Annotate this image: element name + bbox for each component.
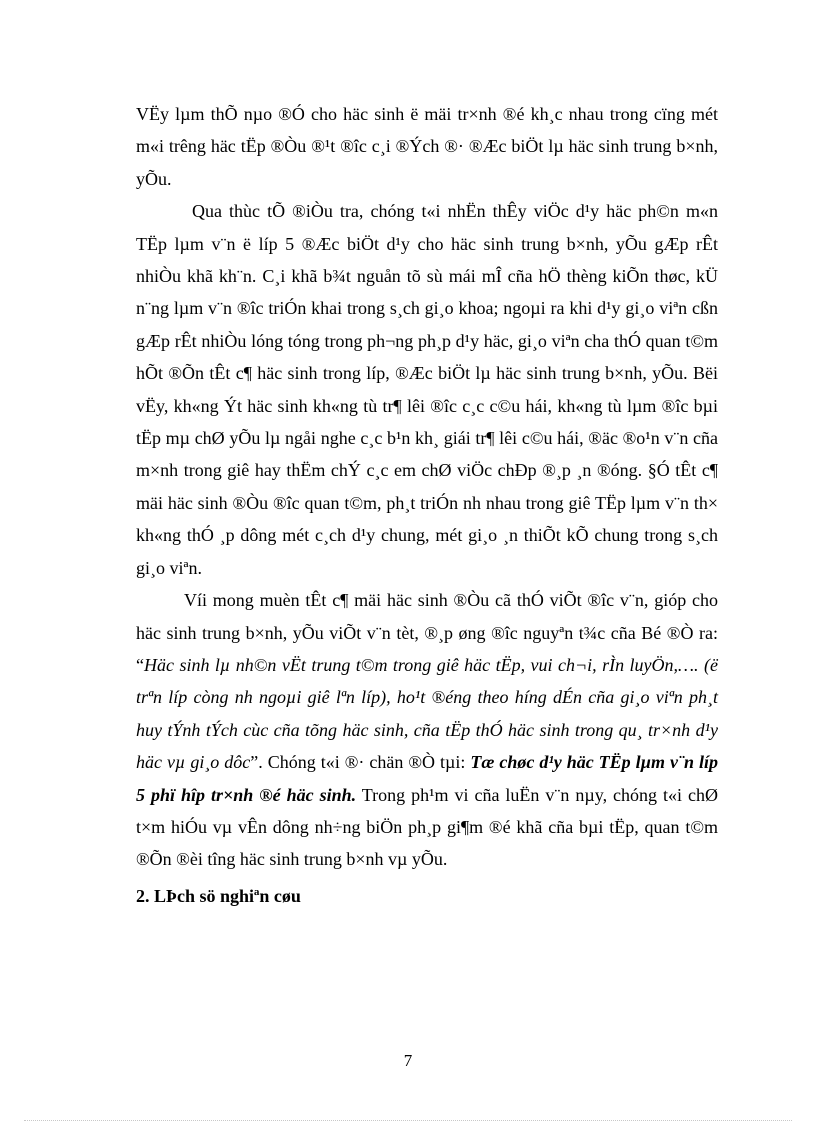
paragraph-3 <box>136 584 718 876</box>
paragraph-3-intro: Víi mong muèn tÊt c¶ mäi häc sinh ®Òu cã thÓ viÕt ®îc v¨n, gióp cho häc sinh trung b×nh, yÕu viÕt v¨n tèt, ®¸p øng ®îc nguyªn t¾c cña Bé ®Ò ra: “ <box>136 590 718 675</box>
quoted-principle: Häc sinh lµ nh©n vËt trung t©m trong giê häc tËp, vui ch¬i, rÌn luyÖn,…. (ë trªn líp còng nh ngoµi giê lªn líp), ho¹t ®éng theo híng dÉn cña gi¸o viªn ph¸t huy tÝnh tÝch cùc cña tõng häc sinh, cña tËp thÓ häc sinh trong qu¸ tr×nh d¹y häc vµ gi¸o dôc <box>136 654 718 773</box>
section-heading: 2. LÞch sö nghiªn cøu <box>136 885 301 906</box>
paragraph-1: VËy lµm thÕ nµo ®Ó cho häc sinh ë mäi tr×nh ®é kh¸c nhau trong cïng mét m«i trêng häc tËp ®Òu ®¹t ®îc c¸i ®Ých ®· ®Æc biÖt lµ häc sinh trung b×nh, yÕu. <box>136 104 718 189</box>
page-bottom-border <box>24 1120 792 1121</box>
paragraph-3-transition: ”. Chóng t«i ®· chän ®Ò tµi: <box>250 752 471 773</box>
thesis-title: Tæ chøc d¹y häc TËp lµm v¨n líp 5 phï hîp tr×nh ®é häc sinh. <box>136 752 718 805</box>
paragraph-3-scope: Trong ph¹m vi cña luËn v¨n nµy, chóng t«i chØ t×m hiÓu vµ vÊn dông nh÷ng biÖn ph¸p gi¶m ®é khã cña bµi tËp, quan t©m ®Õn ®èi tîng häc sinh trung b×nh vµ yÕu. <box>136 784 718 870</box>
page-number: 7 <box>403 1051 413 1070</box>
document-body <box>136 98 718 912</box>
paragraph-2: Qua thùc tÕ ®iÒu tra, chóng t«i nhËn thÊy viÖc d¹y häc ph©n m«n TËp lµm v¨n ë líp 5 ®Æc biÖt d¹y cho häc sinh trung b×nh, yÕu gÆp rÊt nhiÒu khã kh¨n. C¸i khã b¾t nguån tõ sù mái mÎ cña hÖ thèng kiÕn thøc, kÜ n¨ng lµm v¨n ®îc triÓn khai trong s¸ch gi¸o khoa; ngoµi ra khi d¹y gi¸o viªn cßn gÆp rÊt nhiÒu lóng tóng trong ph¬ng ph¸p d¹y häc, gi¸o viªn cha thÓ quan t©m hÕt ®Õn tÊt c¶ häc sinh trong líp, ®Æc biÖt lµ häc sinh trung b×nh, yÕu. Bëi vËy, kh«ng Ýt häc sinh kh«ng tù tr¶ lêi ®îc c¸c c©u hái, kh«ng tù lµm ®îc bµi tËp mµ chØ yÕu lµ ngåi nghe c¸c b¹n kh¸ giái tr¶ lêi c©u hái, ®äc ®o¹n v¨n cña m×nh trong giê hay thËm chÝ c¸c em chØ viÖc chÐp ®¸p ¸n ®óng. §Ó tÊt c¶ mäi häc sinh ®Òu ®îc quan t©m, ph¸t triÓn nh nhau trong giê TËp lµm v¨n th× kh«ng thÓ ¸p dông mét c¸ch d¹y chung, mét gi¸o ¸n thiÕt kÕ chung trong s¸ch gi¸o viªn. <box>136 201 718 578</box>
